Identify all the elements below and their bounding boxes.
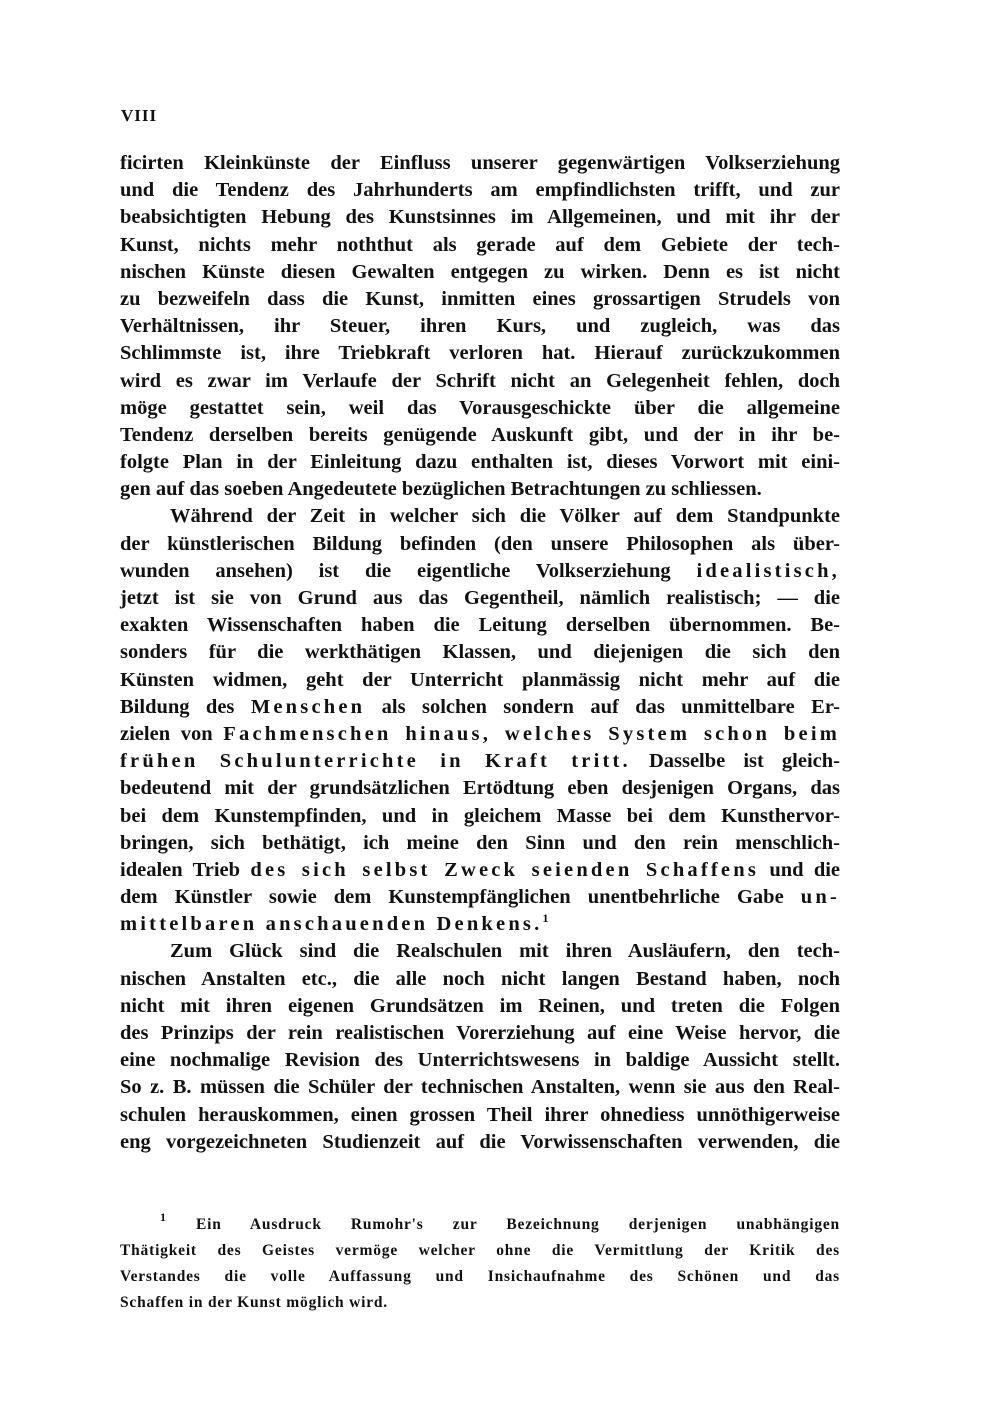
text-line: Tendenz derselben bereits genügende Auskunft gibt, und der in ihr be-: [120, 423, 840, 446]
footnote-line: Verstandes die volle Auffassung und Insichaufnahme des Schönen und das: [120, 1268, 840, 1285]
emphasis: Menschen: [250, 695, 366, 718]
text-line: exakten Wissenschaften haben die Leitung derselben übernommen. Be-: [120, 614, 840, 637]
text-line: nischen Künste diesen Gewalten entgegen zu wirken. Denn es ist nicht: [120, 260, 840, 283]
text-line: zielen von Fachmenschen hinaus, welches System schon beim: [120, 722, 840, 745]
text-line: Verhältnissen, ihr Steuer, ihren Kurs, und zugleich, was das: [120, 315, 840, 338]
emphasis: Fachmenschen hinaus, welches System schon beim: [223, 722, 840, 745]
text-line: bringen, sich bethätigt, ich meine den Sinn und den rein menschlich-: [120, 831, 840, 854]
text-line: [120, 911, 840, 938]
text-line: jetzt ist sie von Grund aus das Gegentheil, nämlich realistisch; — die: [120, 587, 840, 609]
emphasis: des sich selbst Zweck seienden Schaffens: [250, 858, 760, 881]
text-line: Zum Glück sind die Realschulen mit ihren Ausläufern, den tech-: [170, 940, 840, 963]
emphasis: idealistisch,: [696, 559, 840, 582]
text-line: bedeutend mit der grundsätzlichen Ertödtung eben desjenigen Organs, das: [120, 777, 840, 800]
text-line: So z. B. müssen die Schüler der technischen Anstalten, wenn sie aus den Real-: [120, 1076, 840, 1099]
text-line: beabsichtigten Hebung des Kunstsinnes im Allgemeinen, und mit ihr der: [120, 206, 840, 229]
text-line: ficirten Kleinkünste der Einfluss unserer gegenwärtigen Volkserziehung: [120, 152, 840, 174]
emphasis: un-: [800, 886, 840, 909]
emphasis: frühen Schulunterrichte in Kraft tritt.: [120, 750, 631, 773]
footnote-line: $^1$ Ein Ausdruck Rumohr's zur Bezeichnung derjenigen unabhängigen: [160, 1210, 840, 1233]
text-line: dem Künstler sowie dem Kunstempfänglichen unentbehrliche Gabe un-: [120, 886, 840, 909]
text-line: eng vorgezeichneten Studienzeit auf die Vorwissenschaften verwenden, die: [120, 1130, 840, 1153]
text-line: gen auf das soeben Angedeutete bezüglichen Betrachtungen zu schliessen.: [120, 478, 762, 501]
text-line: schulen herauskommen, einen grossen Theil ihrer ohnediess unnöthigerweise: [120, 1103, 840, 1126]
page-number: VIII: [121, 106, 158, 125]
text-line: frühen Schulunterrichte in Kraft tritt. Dasselbe ist gleich-: [120, 750, 840, 773]
footnote-reference: 1: [542, 911, 549, 926]
text-line: möge gestattet sein, weil das Vorausgeschickte über die allgemeine: [120, 396, 840, 419]
text-line: Kunst, nichts mehr noththut als gerade auf dem Gebiete der tech-: [120, 233, 840, 256]
text-line: wird es zwar im Verlaufe der Schrift nicht an Gelegenheit fehlen, doch: [120, 369, 840, 392]
footnote-line: Thätigkeit des Geistes vermöge welcher ohne die Vermittlung der Kritik des: [120, 1242, 840, 1259]
main-text: [120, 150, 840, 1156]
text-line: Während der Zeit in welcher sich die Völker auf dem Standpunkte: [170, 505, 840, 528]
footnote-line: Schaffen in der Kunst möglich wird.: [120, 1294, 388, 1311]
text-line: der künstlerischen Bildung befinden (den unsere Philosophen als über-: [120, 532, 840, 555]
text-line: Schlimmste ist, ihre Triebkraft verloren hat. Hierauf zurückzukommen: [120, 342, 840, 365]
text-line: des Prinzips der rein realistischen Vorerziehung auf eine Weise hervor, die: [120, 1022, 840, 1044]
text-line: eine nochmalige Revision des Unterrichtswesens in baldige Aussicht stellt.: [120, 1049, 840, 1072]
footnote: [120, 1212, 840, 1316]
text-line: bei dem Kunstempfinden, und in gleichem Masse bei dem Kunsthervor-: [120, 804, 840, 827]
text-line: sonders für die werkthätigen Klassen, und diejenigen die sich den: [120, 641, 840, 664]
text-line: idealen Trieb des sich selbst Zweck seienden Schaffens und die: [120, 858, 841, 881]
text-line: nicht mit ihren eigenen Grundsätzen im Reinen, und treten die Folgen: [120, 994, 840, 1017]
text-line: folgte Plan in der Einleitung dazu enthalten ist, dieses Vorwort mit eini-: [120, 451, 840, 474]
text-line: zu bezweifeln dass die Kunst, inmitten eines grossartigen Strudels von: [120, 287, 840, 310]
text-line: Bildung des Menschen als solchen sondern auf das unmittelbare Er-: [120, 695, 841, 718]
text-line: nischen Anstalten etc., die alle noch nicht langen Bestand haben, noch: [120, 967, 840, 990]
text-line: und die Tendenz des Jahrhunderts am empfindlichsten trifft, und zur: [120, 179, 840, 202]
text-line: Künsten widmen, geht der Unterricht planmässig nicht mehr auf die: [120, 668, 840, 691]
text-line: wunden ansehen) ist die eigentliche Volkserziehung idealistisch,: [120, 559, 840, 582]
footnote-marker: 1: [160, 1210, 167, 1224]
emphasis: mittelbaren anschauenden Denkens.: [120, 913, 543, 936]
